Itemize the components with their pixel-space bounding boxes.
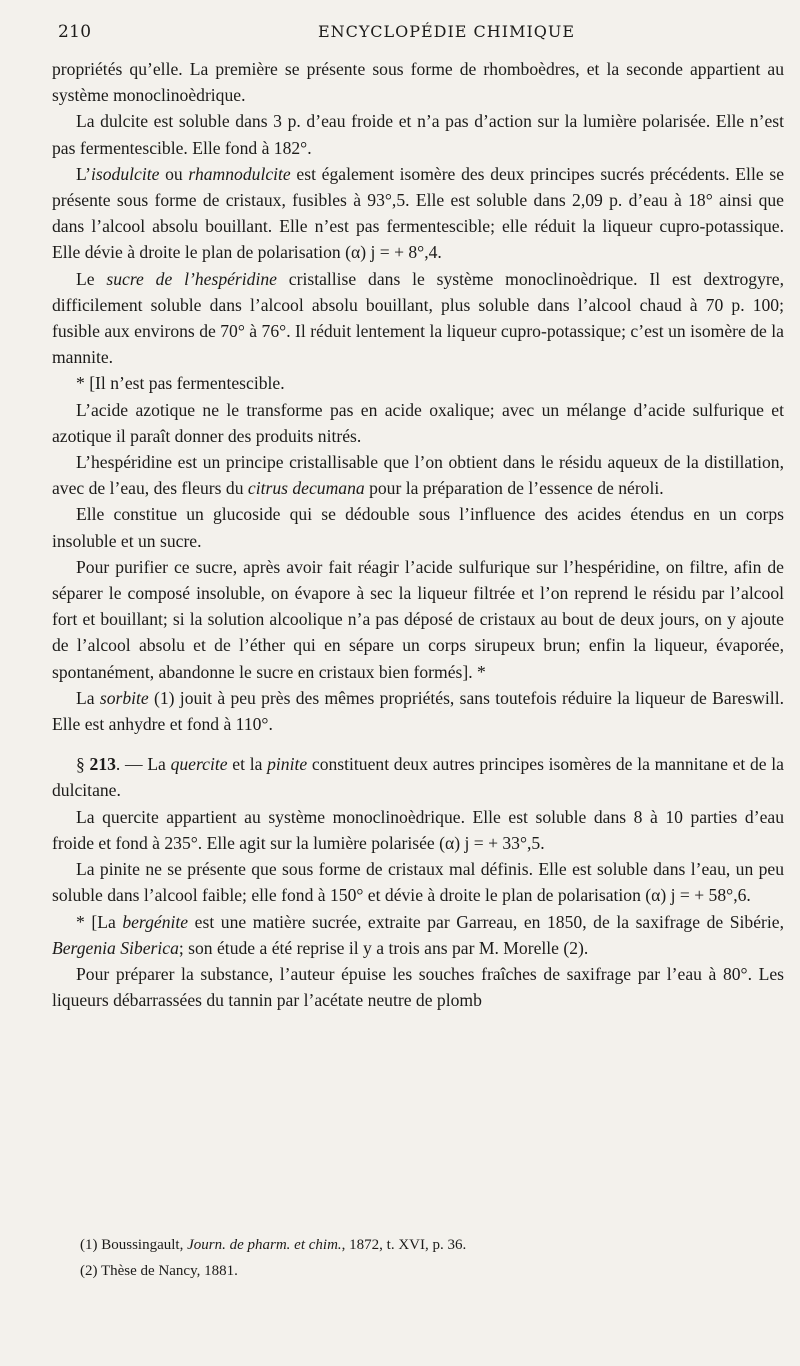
text-run: L’acide azotique ne le transforme pas en acide oxalique; avec un mélange d’acide sulfurique et azotique il paraît donner des produits nitrés. <box>52 399 784 446</box>
footnotes <box>80 1232 770 1284</box>
italic-text: Journ. de pharm. et chim. <box>187 1237 342 1253</box>
paragraph <box>52 961 784 1013</box>
text-run: La <box>76 687 100 708</box>
paragraph <box>52 266 784 371</box>
paragraph <box>52 501 784 553</box>
paragraph <box>52 909 784 961</box>
footnote <box>80 1258 770 1284</box>
footnote <box>80 1232 770 1258</box>
text-run: * [La <box>76 911 123 932</box>
italic-text: sorbite <box>99 687 149 708</box>
text-run: . — La <box>115 754 171 775</box>
paragraph <box>52 161 784 266</box>
text-run: pour la préparation de l’essence de néroli. <box>364 478 664 499</box>
paragraph <box>52 449 784 501</box>
italic-text: Bergenia Siberica <box>52 937 179 958</box>
italic-text: pinite <box>267 754 308 775</box>
text-run: Elle constitue un glucoside qui se dédouble sous l’influence des acides étendus en un corps insoluble et un sucre. <box>52 504 784 551</box>
text-run: Pour préparer la substance, l’auteur épuise les souches fraîches de saxifrage par l’eau à 80°. Les liqueurs débarrassées du tannin par l’acétate neutre de plomb <box>52 963 784 1011</box>
text-run: (1) jouit à peu près des mêmes propriétés, sans toutefois réduire la liqueur de Bareswill. Elle est anhydre et fond à 110°. <box>52 687 784 735</box>
text-run: est également isomère des deux principes sucrés précédents. Elle se présente sous forme de cristaux, fusibles à 93°,5. Elle est soluble dans 2,09 p. d’eau à 18° ainsi que dans l’alcool absolu bouillant. Elle n’est pas fermentescible; elle réduit la liqueur cupro-potassique. Elle dévie à droite le plan de polarisation (α) j = + 8°,4. <box>52 163 784 263</box>
text-run: La quercite appartient au système monoclinoèdrique. Elle est soluble dans 8 à 10 parties d’eau froide et fond à 235°. Elle agit sur la lumière polarisée (α) j = + 33°,5. <box>52 806 784 853</box>
italic-text: bergénite <box>122 911 189 932</box>
text-run: La dulcite est soluble dans 3 p. d’eau froide et n’a pas d’action sur la lumière polarisée. Elle n’est pas fermentescible. Elle fond à 182°. <box>52 111 784 158</box>
text-run: est une matière sucrée, extraite par Garreau, en 1850, de la saxifrage de Sibérie, <box>188 911 784 932</box>
text-run: L’hespéridine est un principe cristallisable que l’on obtient dans le résidu aqueux de la distillation, avec de l’eau, des fleurs du <box>52 452 784 499</box>
paragraph <box>52 804 784 856</box>
text-run: cristallise dans le système monoclinoèdrique. Il est dextrogyre, difficilement soluble dans l’alcool absolu bouillant, plus soluble dans l’alcool chaud à 70 p. 100; fusible aux environs de 70° à 76°. Il réduit lentement la liqueur cupro-potassique; c’est un isomère de la mannite. <box>52 268 784 368</box>
paragraph <box>52 370 784 396</box>
bold-text: 213 <box>89 754 116 775</box>
paragraph <box>52 856 784 908</box>
text-run: (1) Boussingault, <box>80 1237 188 1253</box>
italic-text: sucre de l’hespéridine <box>106 268 277 289</box>
text-run: et la <box>227 754 268 775</box>
page-header <box>58 22 780 46</box>
text-run: (2) Thèse de Nancy, 1881. <box>80 1263 238 1279</box>
text-run: Pour purifier ce sucre, après avoir fait réagir l’acide sulfurique sur l’hespéridine, on filtre, afin de séparer le composé insoluble, on évapore à sec la liqueur filtrée et l’on reprend le résidu par l’alcool fort et bouillant; si la solution alcoolique n’a pas déposé de cristaux au bout de deux jours, on y ajoute de l’alcool absolu et de l’éther qui en sépare un corps sirupeux brun; enfin la liqueur, évaporée, spontanément, abandonne le sucre en cristaux bien formés]. * <box>52 556 784 682</box>
running-title: ENCYCLOPÉDIE CHIMIQUE <box>318 22 576 41</box>
page-number: 210 <box>58 22 92 42</box>
paragraph <box>52 108 784 160</box>
text-run: , 1872, t. XVI, p. 36. <box>341 1237 467 1253</box>
paragraph <box>52 56 784 108</box>
text-run: La pinite ne se présente que sous forme de cristaux mal définis. Elle est soluble dans l’eau, un peu soluble dans l’alcool faible; elle fond à 150° et dévie à droite le plan de polarisation (α) j = + 58°,6. <box>52 859 784 906</box>
italic-text: isodulcite <box>91 163 160 184</box>
italic-text: quercite <box>170 754 228 775</box>
text-run: ; son étude a été reprise il y a trois ans par M. Morelle (2). <box>178 937 589 958</box>
paragraph <box>52 554 784 685</box>
text-run: ou <box>159 163 189 184</box>
text-run: constituent deux autres principes isomères de la mannitane et de la dulcitane. <box>52 754 784 801</box>
italic-text: rhamnodulcite <box>188 163 291 184</box>
body-text <box>52 56 784 1013</box>
italic-text: citrus decumana <box>247 478 365 499</box>
text-run: * [Il n’est pas fermentescible. <box>76 373 285 394</box>
paragraph <box>52 685 784 737</box>
text-run: § <box>76 754 90 775</box>
text-run: L’ <box>76 163 91 184</box>
paragraph <box>52 397 784 449</box>
text-run: propriétés qu’elle. La première se présente sous forme de rhomboèdres, et la seconde appartient au système monoclinoèdrique. <box>52 59 784 106</box>
text-run: Le <box>76 268 107 289</box>
section-paragraph <box>52 751 784 803</box>
